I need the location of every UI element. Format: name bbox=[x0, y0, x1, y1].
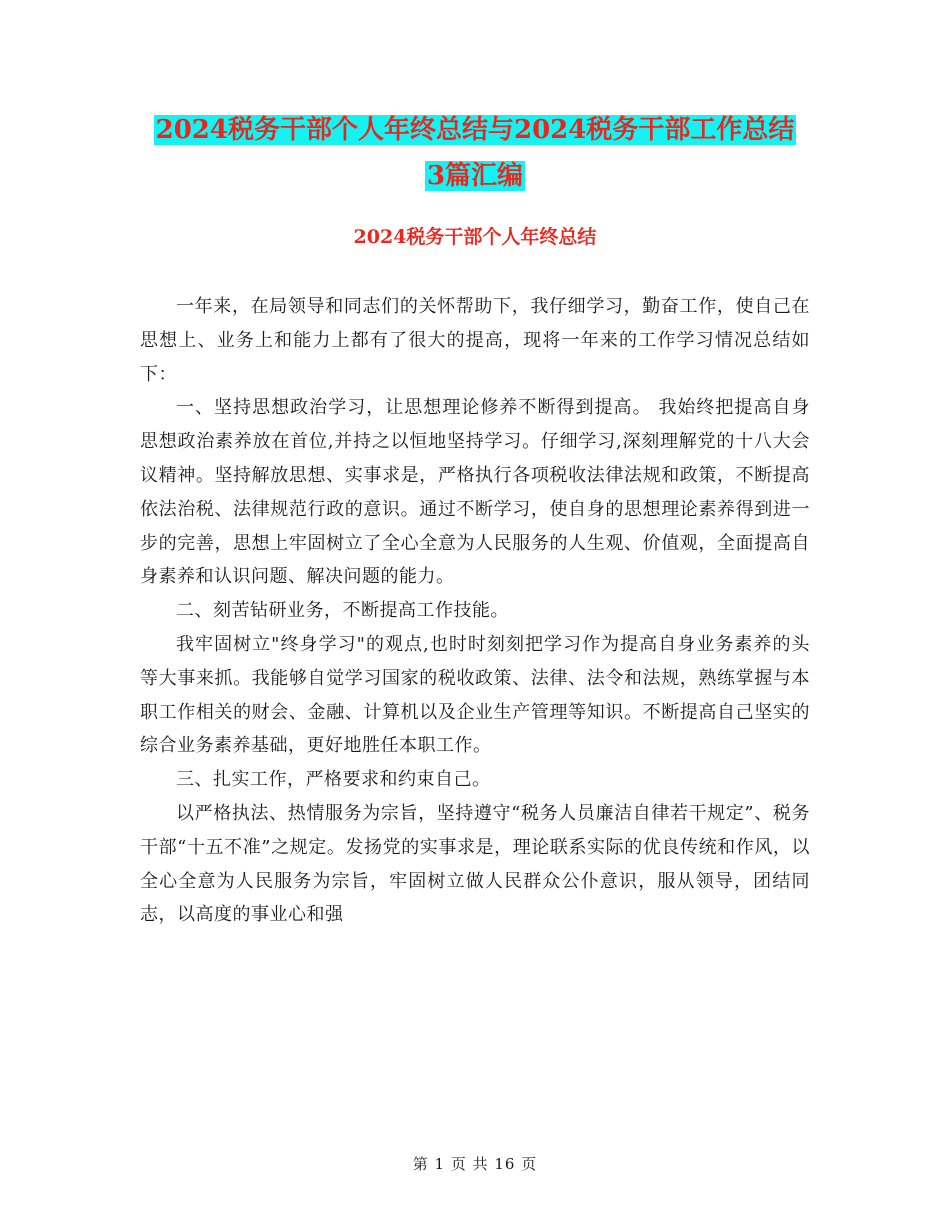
paragraph-heading-discipline: 三、扎实工作，严格要求和约束自己。 bbox=[176, 769, 491, 791]
document-title-line-1: 2024税务干部个人年终总结与2024税务干部工作总结 bbox=[155, 115, 795, 145]
paragraph-integrity: 以严格执法、热情服务为宗旨，坚持遵守“税务人员廉洁自律若干规定”、税务干部“十五不准”之规定。发扬党的实事求是，理论联系实际的优良传统和作风，以全心全意为人民服务为宗旨，牢固树立做人民群众公仆意识，服从领导，团结同志，以高度的事业心和强 bbox=[140, 802, 810, 926]
paragraph-heading-business: 二、刻苦钻研业务，不断提高工作技能。 bbox=[176, 600, 509, 622]
section-title: 2024税务干部个人年终总结 bbox=[353, 226, 597, 248]
paragraph-intro: 一年来，在局领导和同志们的关怀帮助下，我仔细学习，勤奋工作，使自己在思想上、业务上和能力上都有了很大的提高，现将一年来的工作学习情况总结如下： bbox=[140, 296, 810, 385]
paragraph-political-study: 一、坚持思想政治学习，让思想理论修养不断得到提高。 我始终把提高自身思想政治素养放在首位,并持之以恒地坚持学习。仔细学习,深刻理解党的十八大会议精神。坚持解放思想、实事求是，严格执行各项税收法律法规和政策，不断提高依法治税、法律规范行政的意识。通过不断学习，使自身的思想理论素养得到进一步的完善，思想上牢固树立了全心全意为人民服务的人生观、价值观，全面提高自身素养和认识问题、解决问题的能力。 bbox=[140, 397, 810, 588]
document-title-line-2: 3篇汇编 bbox=[426, 161, 524, 191]
paragraph-lifelong-learning: 我牢固树立"终身学习"的观点,也时时刻刻把学习作为提高自身业务素养的头等大事来抓。我能够自觉学习国家的税收政策、法律、法令和法规，熟练掌握与本职工作相关的财会、金融、计算机以及企业生产管理等知识。不断提高自己坚实的综合业务素养基础，更好地胜任本职工作。 bbox=[140, 633, 810, 757]
page-number-footer: 第 1 页 共 16 页 bbox=[412, 1155, 538, 1173]
body-text bbox=[140, 290, 810, 932]
